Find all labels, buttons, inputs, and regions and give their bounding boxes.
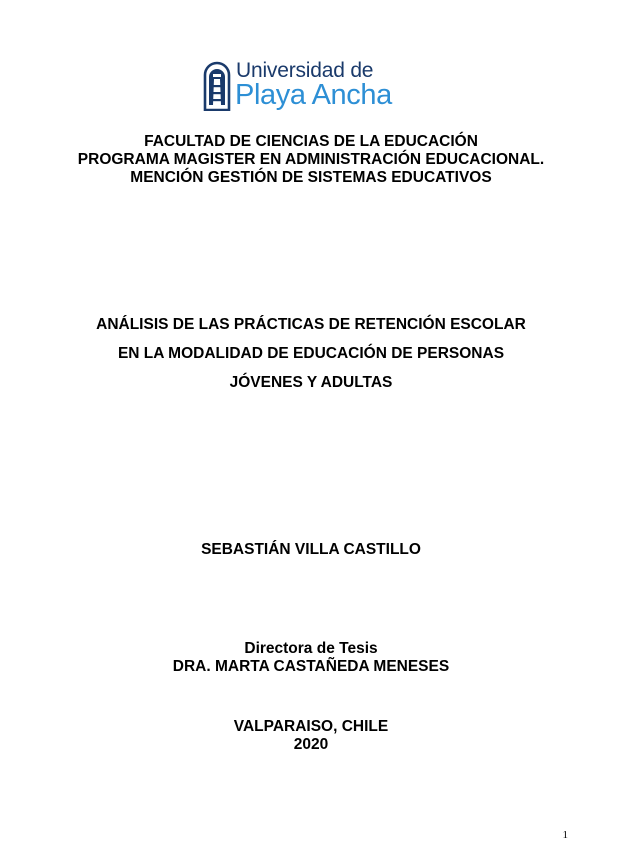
- lighthouse-icon: [202, 61, 232, 111]
- page-number: 1: [562, 829, 568, 841]
- place-and-date: [0, 718, 622, 754]
- advisor-role: Directora de Tesis: [244, 640, 378, 657]
- faculty-line: FACULTAD DE CIENCIAS DE LA EDUCACIÓN: [144, 133, 478, 150]
- year: 2020: [293, 736, 329, 753]
- logo-text-universidad: Universidad de: [236, 59, 374, 82]
- city: VALPARAISO, CHILE: [233, 718, 389, 735]
- author-name: SEBASTIÁN VILLA CASTILLO: [201, 541, 421, 558]
- university-logo: [202, 58, 412, 114]
- title-line: ANÁLISIS DE LAS PRÁCTICAS DE RETENCIÓN ESCOLAR: [96, 316, 526, 333]
- advisor-name: DRA. MARTA CASTAÑEDA MENESES: [172, 658, 450, 675]
- title-line: EN LA MODALIDAD DE EDUCACIÓN DE PERSONAS: [117, 345, 505, 362]
- faculty-header: [0, 133, 622, 187]
- title-line: JÓVENES Y ADULTAS: [229, 374, 393, 391]
- mention-line: MENCIÓN GESTIÓN DE SISTEMAS EDUCATIVOS: [130, 169, 492, 186]
- logo-text-playa-ancha: Playa Ancha: [235, 79, 392, 111]
- thesis-title: [0, 310, 622, 397]
- thesis-advisor: [0, 640, 622, 676]
- program-line: PROGRAMA MAGISTER EN ADMINISTRACIÓN EDUCACIONAL.: [77, 151, 545, 168]
